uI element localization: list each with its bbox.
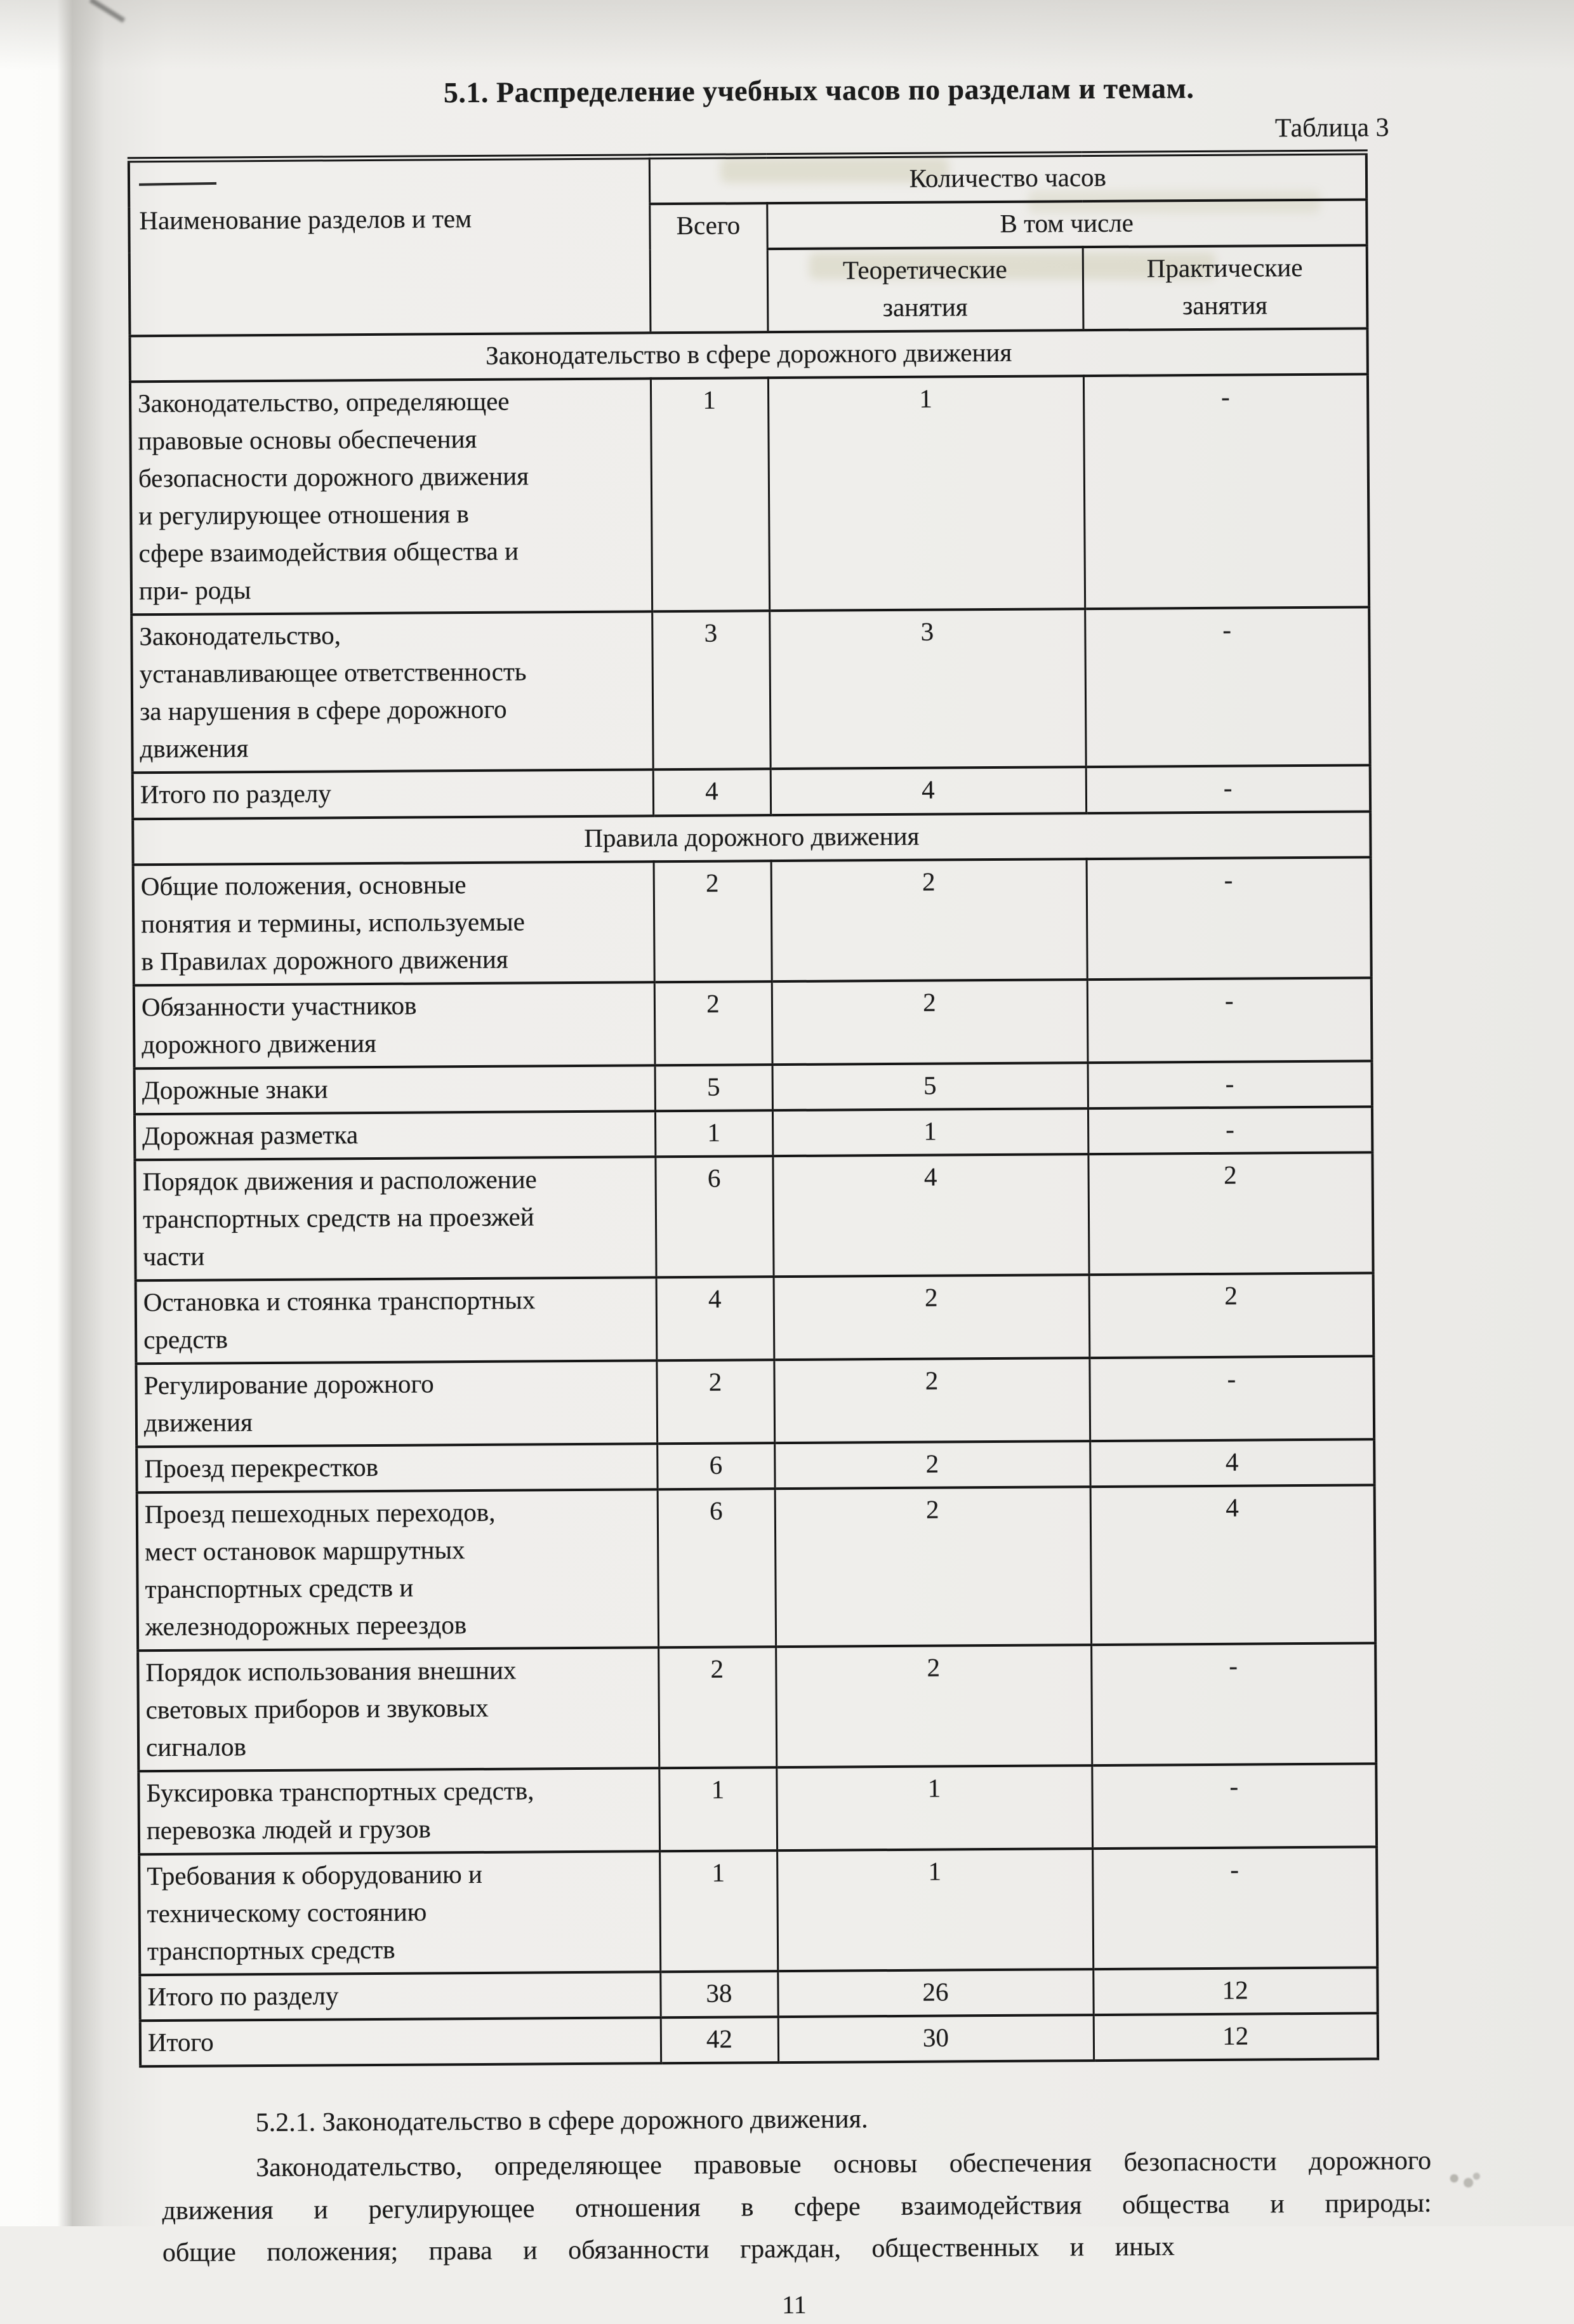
- table-row: [136, 1439, 1374, 1492]
- total-hours-cell: 38: [660, 1971, 777, 2017]
- theory-hours-cell: 2: [776, 1645, 1092, 1767]
- theory-hours-cell: 2: [771, 859, 1087, 981]
- table-row: [134, 978, 1372, 1068]
- section-header-row: [133, 811, 1370, 865]
- theory-hours-cell: 2: [775, 1487, 1092, 1647]
- column-header-name: [129, 157, 651, 336]
- practice-hours-cell: -: [1087, 857, 1372, 979]
- theory-hours-cell: 1: [768, 376, 1085, 611]
- total-hours-cell: 1: [659, 1850, 777, 1972]
- total-hours-cell: 1: [659, 1767, 777, 1851]
- table-row: [137, 1485, 1376, 1650]
- theory-hours-cell: 2: [774, 1441, 1090, 1489]
- body-paragraph: Законодательство, определяющее правовые основы обеспечения безопасности дорожного движения и регулирующее отношения в сфере взаимодействия общества и природы: общие положения; права и обязанности граждан, общественных и иных: [162, 2140, 1432, 2274]
- topic-name-cell: Законодательство, определяющее правовые основы обеспечения безопасности дорожного движения и регулирующее отношения в сфере взаимодействия общества и при- роды: [130, 378, 652, 614]
- topic-name-cell: Требования к оборудованию и техническому состоянию транспортных средств: [139, 1852, 660, 1975]
- subtotal-label-cell: Итого по разделу: [140, 1972, 660, 2021]
- theory-hours-cell: 4: [772, 1154, 1088, 1277]
- practice-hours-cell: -: [1092, 1847, 1377, 1970]
- total-hours-cell: 6: [658, 1489, 776, 1647]
- table-row: [138, 1764, 1377, 1855]
- total-hours-cell: 3: [652, 611, 770, 769]
- topic-name-cell: Законодательство, устанавливающее ответственность за нарушения в сфере дорожного движения: [131, 612, 653, 773]
- table-row: [131, 608, 1370, 773]
- table-row: [133, 857, 1372, 985]
- theory-hours-cell: 4: [770, 767, 1086, 815]
- topic-name-cell: Общие положения, основные понятия и термины, используемые в Правилах дорожного движения: [133, 861, 654, 985]
- topic-name-cell: Порядок движения и расположение транспортных средств на проезжей части: [135, 1157, 656, 1280]
- section-header-row: [130, 329, 1368, 382]
- total-hours-cell: 2: [654, 861, 772, 982]
- table-header-row-1: [129, 152, 1366, 207]
- practice-hours-cell: 2: [1088, 1152, 1373, 1275]
- theory-hours-cell: 2: [774, 1358, 1090, 1443]
- subtotal-row: [133, 766, 1370, 819]
- table-row: [130, 375, 1369, 615]
- column-header-total: Всего: [649, 203, 767, 333]
- practice-hours-cell: 4: [1090, 1439, 1374, 1487]
- grand-total-label-cell: Итого: [140, 2018, 661, 2067]
- total-hours-cell: 4: [656, 1277, 774, 1360]
- theory-hours-cell: 5: [772, 1063, 1088, 1110]
- total-hours-cell: 4: [653, 769, 770, 816]
- total-hours-cell: 2: [654, 981, 772, 1065]
- practice-hours-cell: 12: [1093, 1968, 1377, 2015]
- total-hours-cell: 6: [657, 1443, 774, 1489]
- page-number: 11: [7, 2285, 1574, 2324]
- theory-hours-cell: 1: [772, 1108, 1088, 1156]
- practice-hours-cell: 12: [1094, 2014, 1378, 2061]
- table-caption: Таблица 3: [0, 112, 1389, 151]
- practice-hours-cell: -: [1083, 375, 1369, 609]
- column-header-practice: Практические занятия: [1083, 245, 1368, 330]
- theory-hours-cell: 2: [772, 979, 1088, 1065]
- column-header-including: В том числе: [767, 199, 1366, 249]
- total-hours-cell: 1: [655, 1110, 772, 1157]
- practice-hours-cell: 4: [1090, 1485, 1376, 1645]
- section-title: 5.1. Распределение учебных часов по разделам и темам.: [165, 69, 1472, 111]
- practice-hours-cell: -: [1091, 1643, 1376, 1765]
- topic-name-cell: Обязанности участников дорожного движения: [134, 982, 655, 1068]
- total-hours-cell: 42: [661, 2017, 778, 2064]
- grand-total-row: [140, 2014, 1378, 2067]
- section-title-legislation: Законодательство в сфере дорожного движения: [130, 329, 1368, 382]
- hours-distribution-table: [128, 149, 1379, 2068]
- table-row: [135, 1152, 1373, 1280]
- table-row: [135, 1061, 1372, 1114]
- theory-hours-cell: 3: [769, 609, 1086, 769]
- practice-hours-cell: -: [1089, 1356, 1374, 1441]
- theory-hours-cell: 26: [777, 1969, 1093, 2017]
- topic-name-cell: Проезд пешеходных переходов, мест остановок маршрутных транспортных средств и железнодорожных переездов: [137, 1489, 659, 1650]
- topic-name-cell: Буксировка транспортных средств, перевозка людей и грузов: [138, 1768, 659, 1854]
- subsection-heading: 5.2.1. Законодательство в сфере дорожного движения.: [256, 2100, 1574, 2139]
- total-hours-cell: 2: [656, 1360, 774, 1444]
- column-header-theory: Теоретические занятия: [767, 247, 1083, 332]
- section-title-traffic-rules: Правила дорожного движения: [133, 811, 1370, 865]
- theory-hours-cell: 30: [778, 2015, 1094, 2062]
- table-row: [135, 1106, 1372, 1160]
- table-row: [139, 1847, 1377, 1975]
- practice-hours-cell: -: [1085, 608, 1370, 767]
- table-row: [138, 1643, 1376, 1771]
- practice-hours-cell: -: [1088, 1106, 1372, 1154]
- practice-hours-cell: -: [1092, 1764, 1377, 1849]
- subtotal-label-cell: Итого по разделу: [133, 770, 653, 819]
- topic-name-cell: Дорожные знаки: [135, 1065, 655, 1114]
- topic-name-cell: Дорожная разметка: [135, 1111, 655, 1160]
- theory-hours-cell: 1: [777, 1849, 1093, 1971]
- subtotal-row: [140, 1968, 1377, 2021]
- theory-hours-cell: 2: [774, 1275, 1090, 1360]
- table-row: [136, 1356, 1374, 1447]
- topic-name-cell: Проезд перекрестков: [136, 1444, 657, 1492]
- strikethrough-artifact: [139, 182, 216, 186]
- topic-name-cell: Регулирование дорожного движения: [136, 1360, 657, 1447]
- total-hours-cell: 6: [655, 1156, 773, 1277]
- total-hours-cell: 5: [655, 1065, 772, 1111]
- practice-hours-cell: 2: [1089, 1273, 1374, 1358]
- column-header-name-label: Наименование разделов и тем: [139, 204, 472, 235]
- total-hours-cell: 1: [651, 378, 769, 611]
- total-hours-cell: 2: [658, 1647, 776, 1768]
- topic-name-cell: Порядок использования внешних световых приборов и звуковых сигналов: [138, 1647, 659, 1771]
- topic-name-cell: Остановка и стоянка транспортных средств: [136, 1277, 657, 1364]
- table-row: [136, 1273, 1374, 1364]
- practice-hours-cell: -: [1086, 766, 1370, 813]
- theory-hours-cell: 1: [776, 1765, 1092, 1850]
- practice-hours-cell: -: [1088, 1061, 1372, 1108]
- practice-hours-cell: -: [1087, 978, 1372, 1063]
- column-header-hours-group: Количество часов: [649, 152, 1366, 204]
